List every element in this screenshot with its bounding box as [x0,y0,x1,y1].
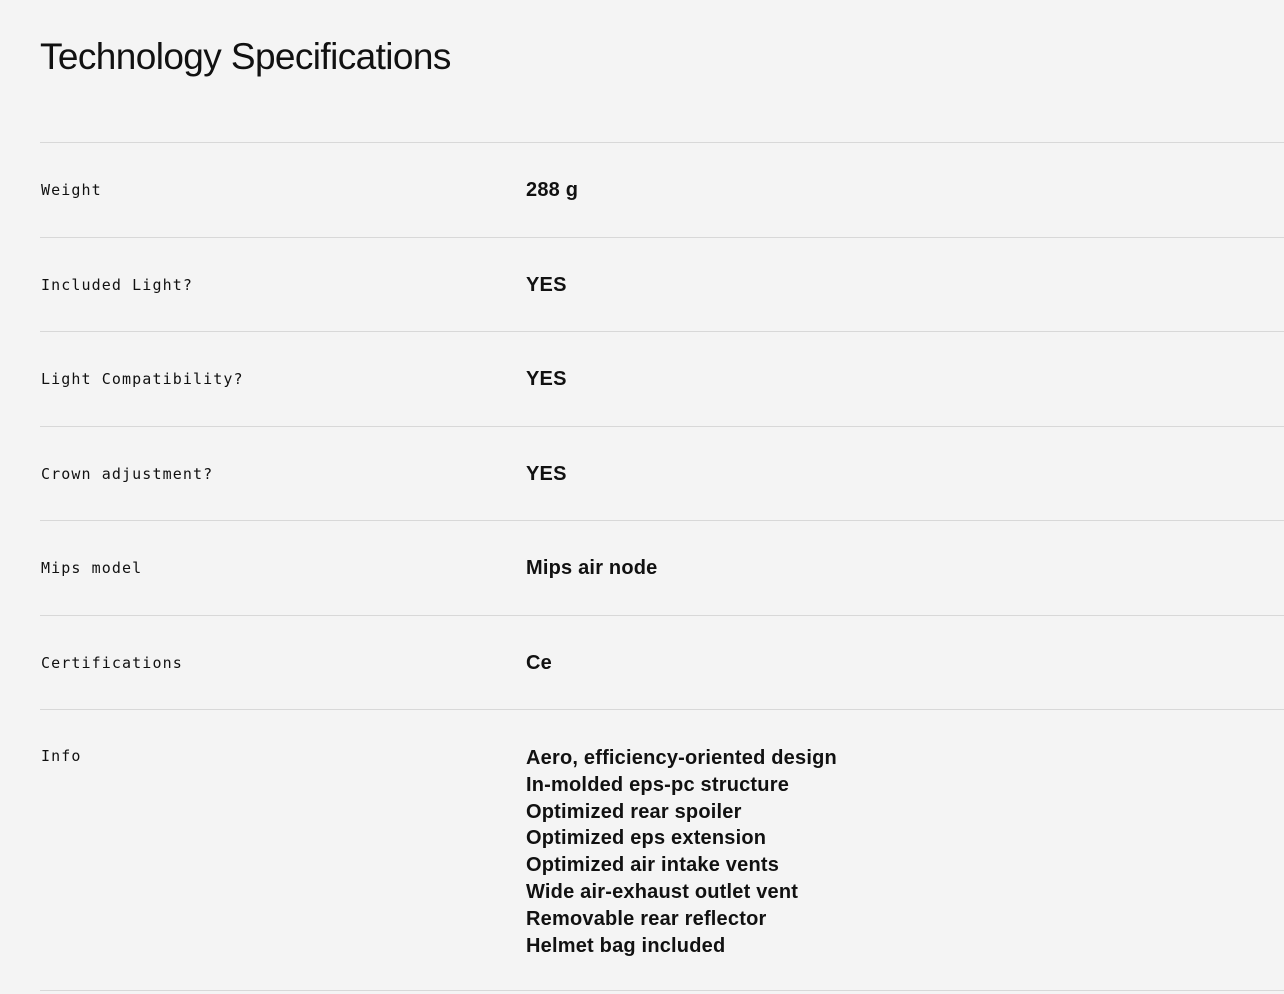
spec-row-mips-model [40,521,1284,616]
spec-row-info [40,710,1284,991]
spec-label: Info [41,747,82,765]
info-item: Removable rear reflector [526,907,767,930]
spec-value: 288 g [526,179,579,201]
spec-value: Mips air node [526,557,658,579]
spec-label: Certifications [41,653,183,672]
spec-value: YES [526,273,567,296]
spec-row-weight [40,143,1284,238]
info-item: Helmet bag included [526,934,726,957]
spec-label: Mips model [41,559,143,577]
page-title: Technology Specifications [40,36,451,77]
info-item: In-molded eps-pc structure [526,773,790,796]
spec-row-included-light [40,238,1284,333]
info-item: Optimized rear spoiler [526,800,742,823]
spec-label: Weight [41,181,102,199]
info-item: Optimized eps extension [526,827,767,850]
info-item: Optimized air intake vents [526,854,780,877]
spec-row-light-compatibility [40,332,1284,427]
spec-value: Ce [526,651,552,674]
info-item: Aero, efficiency-oriented design [526,747,837,769]
spec-label: Included Light? [41,275,193,294]
spec-value: YES [526,462,567,485]
spec-label: Light Compatibility? [41,370,244,388]
spec-label: Crown adjustment? [41,464,214,483]
spec-row-certifications [40,616,1284,711]
info-list [526,745,837,959]
info-item: Wide air-exhaust outlet vent [526,880,799,903]
spec-table [40,142,1284,991]
spec-row-crown-adjustment [40,427,1284,522]
spec-value: YES [526,368,567,390]
